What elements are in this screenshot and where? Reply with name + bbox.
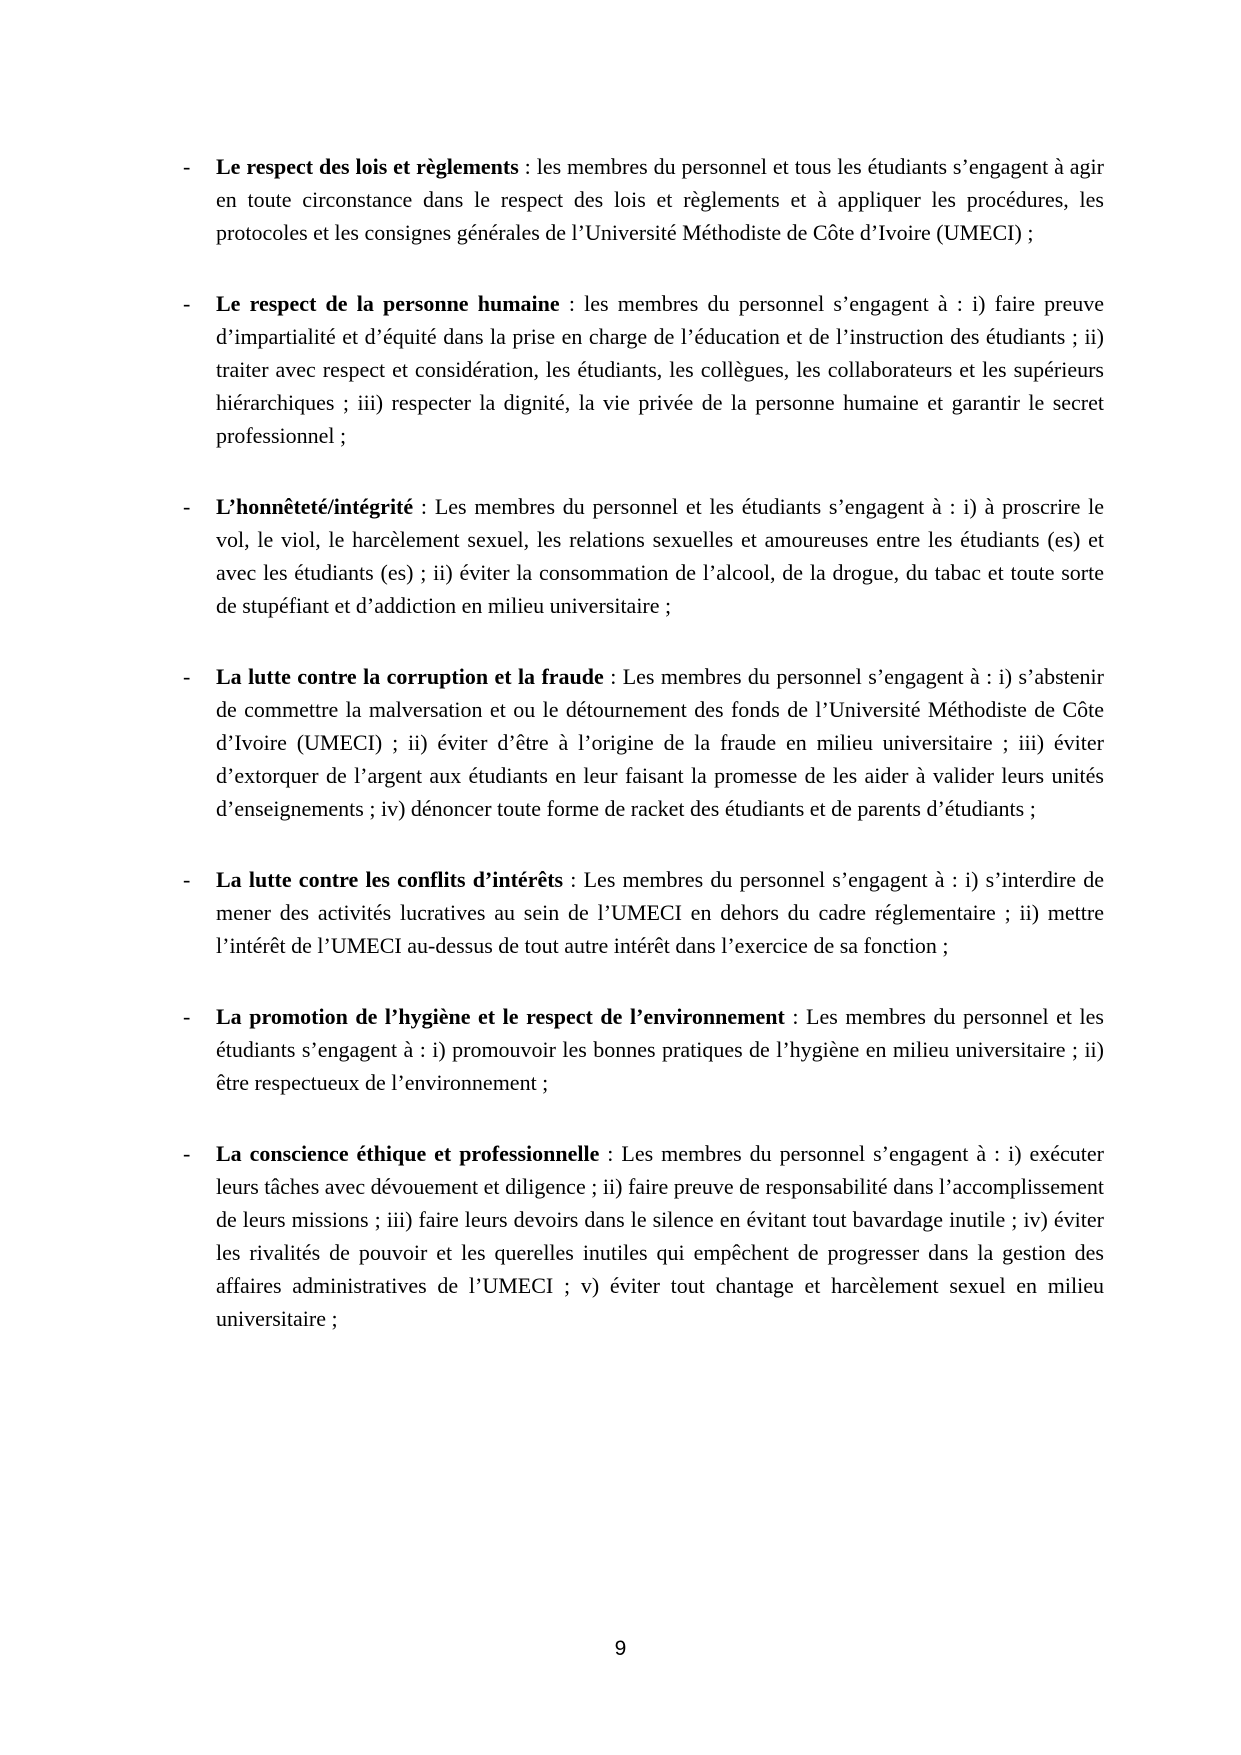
list-dash-marker: - (183, 867, 191, 892)
list-dash-marker: - (183, 154, 191, 179)
item-separator: : (563, 867, 584, 892)
item-body: Les membres du personnel s’engagent à : i) s’abstenir de commettre la malversation et ou le détournement des fonds de l’Université Méthodiste de Côte d’Ivoire (UMECI) ; ii) éviter d’être à l’origine de la fraude en milieu universitaire ; iii) éviter d’extorquer de l’argent aux étudiants en leur faisant la promesse de les aider à valider leurs unités d’enseignements ; iv) dénoncer toute forme de racket des étudiants et de parents d’étudiants ; (216, 664, 1104, 821)
item-title: L’honnêteté/intégrité (216, 494, 414, 519)
item-body: Les membres du personnel s’engagent à : i) s’interdire de mener des activités lucratives au sein de l’UMECI en dehors du cadre réglementaire ; ii) mettre l’intérêt de l’UMECI au-dessus de tout autre intérêt dans l’exercice de sa fonction ; (216, 867, 1104, 958)
item-body: Les membres du personnel s’engagent à : i) exécuter leurs tâches avec dévouement et diligence ; ii) faire preuve de responsabilité dans l’accomplissement de leurs missions ; iii) faire leurs devoirs dans le silence en évitant tout bavardage inutile ; iv) éviter les rivalités de pouvoir et les querelles inutiles qui empêchent de progresser dans la gestion des affaires administratives de l’UMECI ; v) éviter tout chantage et harcèlement sexuel en milieu universitaire ; (216, 1141, 1104, 1331)
list-item (183, 150, 1104, 249)
item-title: La conscience éthique et professionnelle (216, 1141, 600, 1166)
item-separator: : (518, 154, 537, 179)
list-item (183, 490, 1104, 622)
item-title: La lutte contre les conflits d’intérêts (216, 867, 564, 892)
item-body: Les membres du personnel et les étudiants s’engagent à : i) promouvoir les bonnes pratiques de l’hygiène en milieu universitaire ; ii) être respectueux de l’environnement ; (216, 1004, 1104, 1095)
item-separator: : (784, 1004, 806, 1029)
list-dash-marker: - (183, 494, 191, 519)
list-dash-marker: - (183, 291, 191, 316)
page-number: 9 (614, 1637, 627, 1660)
item-body: les membres du personnel et tous les étudiants s’engagent à agir en toute circonstance dans le respect des lois et règlements et à appliquer les procédures, les protocoles et les consignes générales de l’Université Méthodiste de Côte d’Ivoire (UMECI) ; (216, 154, 1104, 245)
item-separator: : (603, 664, 623, 689)
list-dash-marker: - (183, 1141, 191, 1166)
item-body: les membres du personnel s’engagent à : i) faire preuve d’impartialité et d’équité dans la prise en charge de l’éducation et de l’instruction des étudiants ; ii) traiter avec respect et considération, les étudiants, les collègues, les collaborateurs et les supérieurs hiérarchiques ; iii) respecter la dignité, la vie privée de la personne humaine et garantir le secret professionnel ; (216, 291, 1104, 448)
list-item (183, 287, 1104, 452)
list-item (183, 1000, 1104, 1099)
item-separator: : (413, 494, 435, 519)
item-title: Le respect des lois et règlements (216, 154, 519, 179)
list-item (183, 660, 1104, 825)
list-item (183, 1137, 1104, 1335)
item-title: La lutte contre la corruption et la fraude (216, 664, 604, 689)
list-dash-marker: - (183, 1004, 191, 1029)
item-title: Le respect de la personne humaine (216, 291, 560, 316)
item-title: La promotion de l’hygiène et le respect de l’environnement (216, 1004, 785, 1029)
document-content (183, 150, 1104, 1373)
list-dash-marker: - (183, 664, 191, 689)
item-separator: : (559, 291, 585, 316)
item-body: Les membres du personnel et les étudiants s’engagent à : i) à proscrire le vol, le viol, le harcèlement sexuel, les relations sexuelles et amoureuses entre les étudiants (es) et avec les étudiants (es) ; ii) éviter la consommation de l’alcool, de la drogue, du tabac et toute sorte de stupéfiant et d’addiction en milieu universitaire ; (216, 494, 1104, 618)
item-separator: : (599, 1141, 622, 1166)
list-item (183, 863, 1104, 962)
